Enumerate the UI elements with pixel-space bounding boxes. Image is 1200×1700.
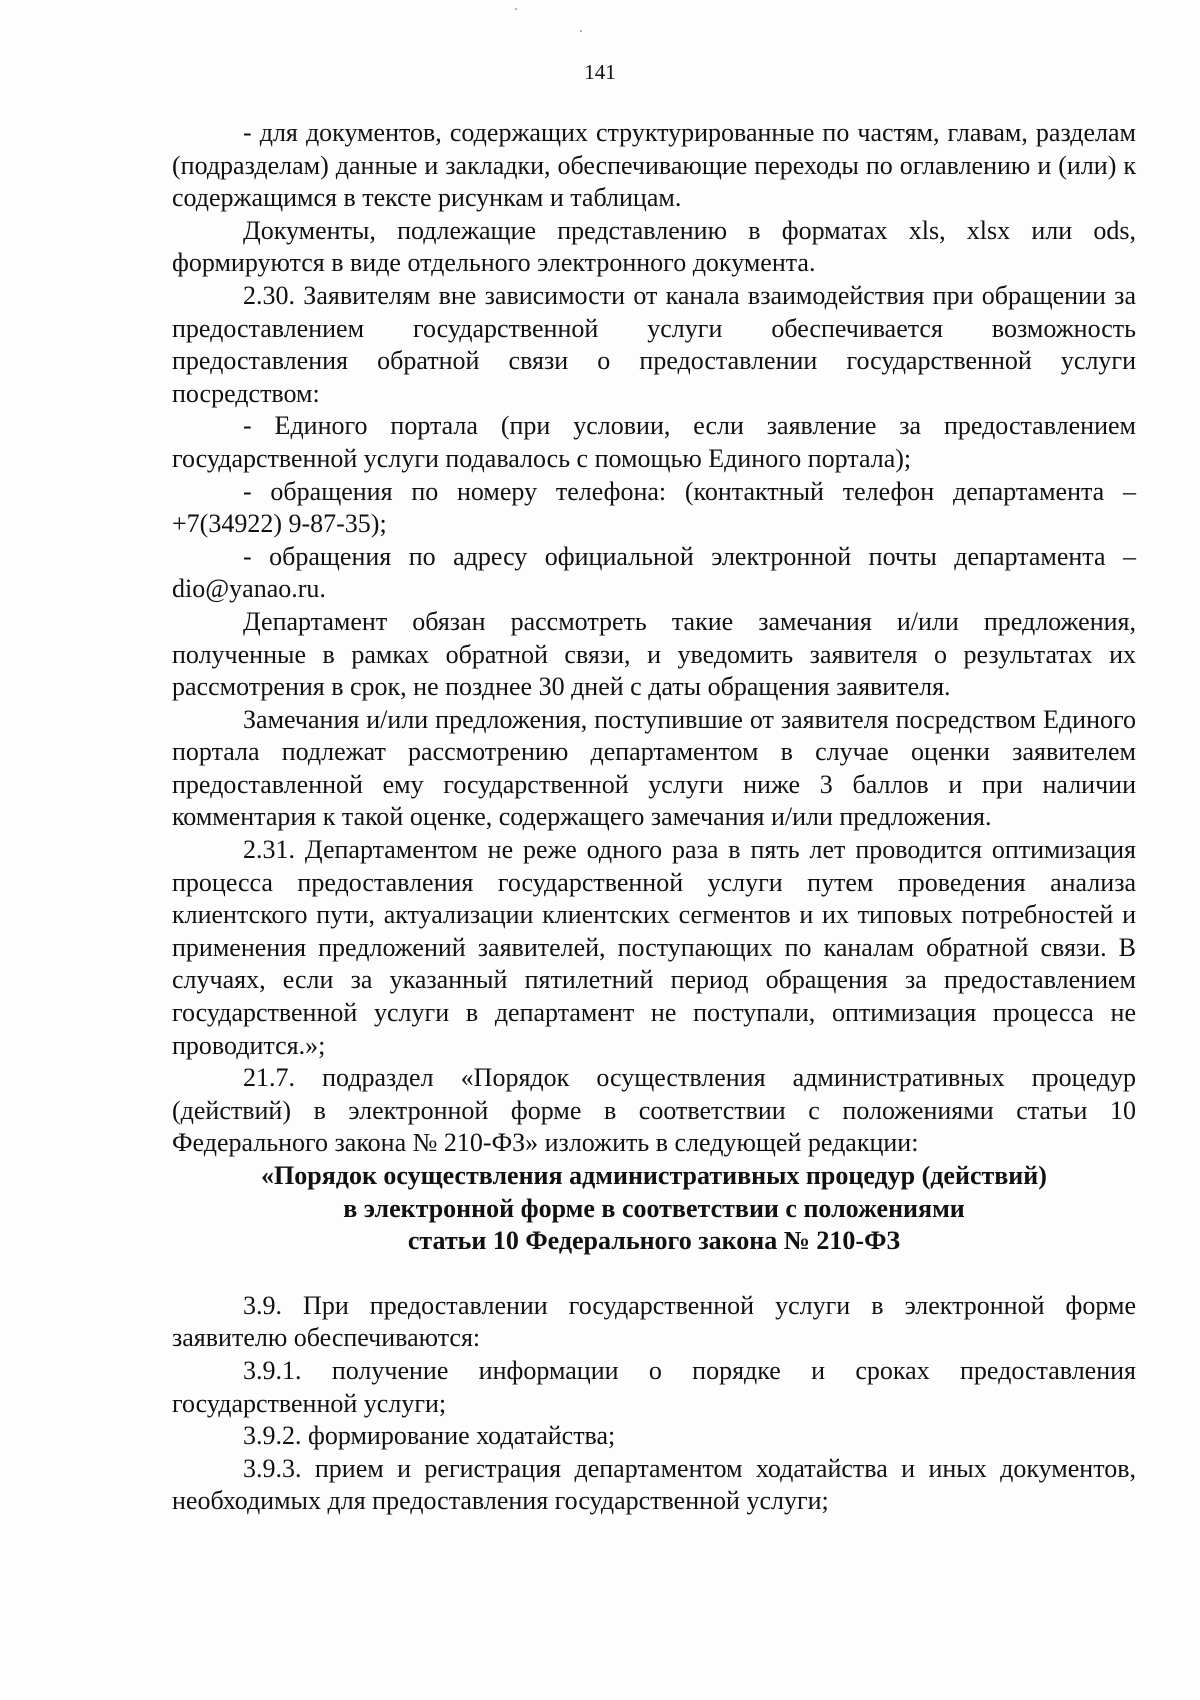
heading-line: статьи 10 Федерального закона № 210-ФЗ — [407, 1226, 901, 1256]
paragraph: - обращения по номеру телефона: (контактный телефон департамента – +7(34922) 9-87-35); — [172, 476, 1136, 539]
heading-line: «Порядок осуществления административных процедур (действий) — [261, 1161, 1047, 1190]
paragraph: Документы, подлежащие представлению в форматах xls, xlsx или ods, формируются в виде отдельного электронного документа. — [172, 215, 1136, 278]
paragraph: 3.9. При предоставлении государственной услуги в электронной форме заявителю обеспечиваются: — [172, 1290, 1136, 1353]
page-number: 141 — [584, 60, 616, 84]
document-body — [172, 117, 1136, 1518]
paragraph: 3.9.1. получение информации о порядке и сроках предоставления государственной услуги; — [172, 1355, 1136, 1418]
scan-speck — [515, 8, 517, 10]
paragraph: - Единого портала (при условии, если заявление за предоставлением государственной услуги подавалось с помощью Единого портала); — [172, 411, 1136, 473]
paragraph: 3.9.3. прием и регистрация департаментом ходатайства и иных документов, необходимых для предоставления государственной услуги; — [172, 1453, 1136, 1516]
paragraph: Замечания и/или предложения, поступившие от заявителя посредством Единого портала подлежат рассмотрению департаментом в случае оценки заявителем предоставленной ему государственной услуги ниже 3 баллов и при наличии комментария к такой оценке, содержащего замечания и/или предложения. — [172, 704, 1136, 832]
paragraph: 2.31. Департаментом не реже одного раза в пять лет проводится оптимизация процесса предоставления государственной услуги путем проведения анализа клиентского пути, актуализации клиентских сегментов и их типовых потребностей и применения предложений заявителей, поступающих по каналам обратной связи. В случаях, если за указанный пятилетний период обращения за предоставлением государственной услуги в департамент не поступали, оптимизация процесса не проводится.»; — [172, 835, 1136, 1060]
paragraph: 3.9.2. формирование ходатайства; — [243, 1421, 616, 1451]
paragraph: - обращения по адресу официальной электронной почты департамента – dio@yanao.ru. — [172, 541, 1136, 604]
paragraph: 21.7. подраздел «Порядок осуществления административных процедур (действий) в электронной форме в соответствии с положениями статьи 10 Федерального закона № 210-ФЗ» изложить в следующей редакции: — [172, 1063, 1136, 1158]
section-heading — [172, 1160, 1136, 1258]
paragraph: Департамент обязан рассмотреть такие замечания и/или предложения, полученные в рамках обратной связи, и уведомить заявителя о результатах их рассмотрения в срок, не позднее 30 дней с даты обращения заявителя. — [172, 606, 1136, 702]
paragraph: 2.30. Заявителям вне зависимости от канала взаимодействия при обращении за предоставлением государственной услуги обеспечивается возможность предоставления обратной связи о предоставлении государственной услуги посредством: — [172, 280, 1136, 408]
heading-line: в электронной форме в соответствии с положениями — [343, 1193, 965, 1223]
scan-speck — [580, 30, 582, 32]
paragraph: - для документов, содержащих структурированные по частям, главам, разделам (подразделам) данные и закладки, обеспечивающие переходы по оглавлению и (или) к содержащимся в тексте рисункам и таблицам. — [172, 118, 1136, 213]
